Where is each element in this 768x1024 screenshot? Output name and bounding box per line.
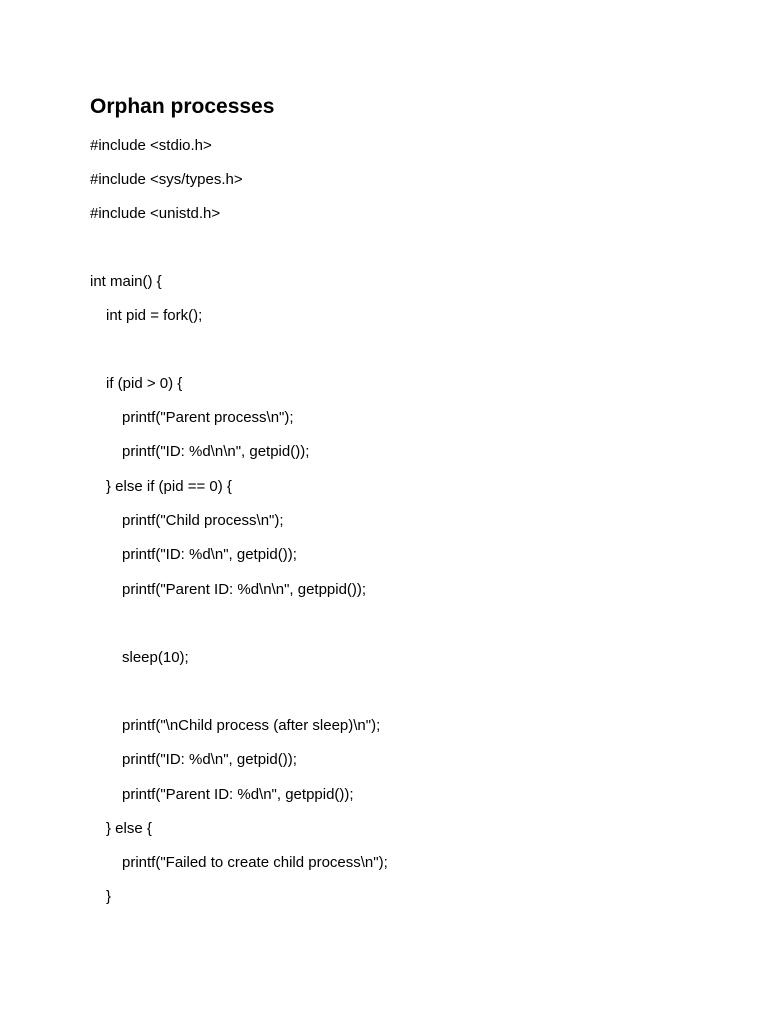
code-line-printf-failed: printf("Failed to create child process\n"); [122,854,388,871]
code-line-include-unistd: #include <unistd.h> [90,205,221,222]
code-line-main: int main() { [90,273,162,290]
code-line-include-stdio: #include <stdio.h> [90,137,212,154]
code-line-include-types: #include <sys/types.h> [90,171,243,188]
code-line-printf-child: printf("Child process\n"); [122,512,284,529]
code-line-sleep: sleep(10); [122,649,189,666]
code-line-if-parent: if (pid > 0) { [106,375,183,392]
code-line-closing-brace: } [106,888,112,905]
code-line-printf-child-parent-id: printf("Parent ID: %d\n\n", getppid()); [122,581,367,598]
code-line-else: } else { [106,820,152,837]
code-line-printf-after-sleep-id: printf("ID: %d\n", getpid()); [122,751,297,768]
code-line-printf-after-sleep-parent-id: printf("Parent ID: %d\n", getppid()); [122,786,354,803]
code-line-fork: int pid = fork(); [106,307,203,324]
code-line-printf-child-id: printf("ID: %d\n", getpid()); [122,546,297,563]
document-title: Orphan processes [90,95,275,118]
code-line-printf-parent: printf("Parent process\n"); [122,409,294,426]
code-line-else-if-child: } else if (pid == 0) { [106,478,232,495]
code-line-printf-after-sleep: printf("\nChild process (after sleep)\n"); [122,717,381,734]
code-line-printf-parent-id: printf("ID: %d\n\n", getpid()); [122,443,310,460]
